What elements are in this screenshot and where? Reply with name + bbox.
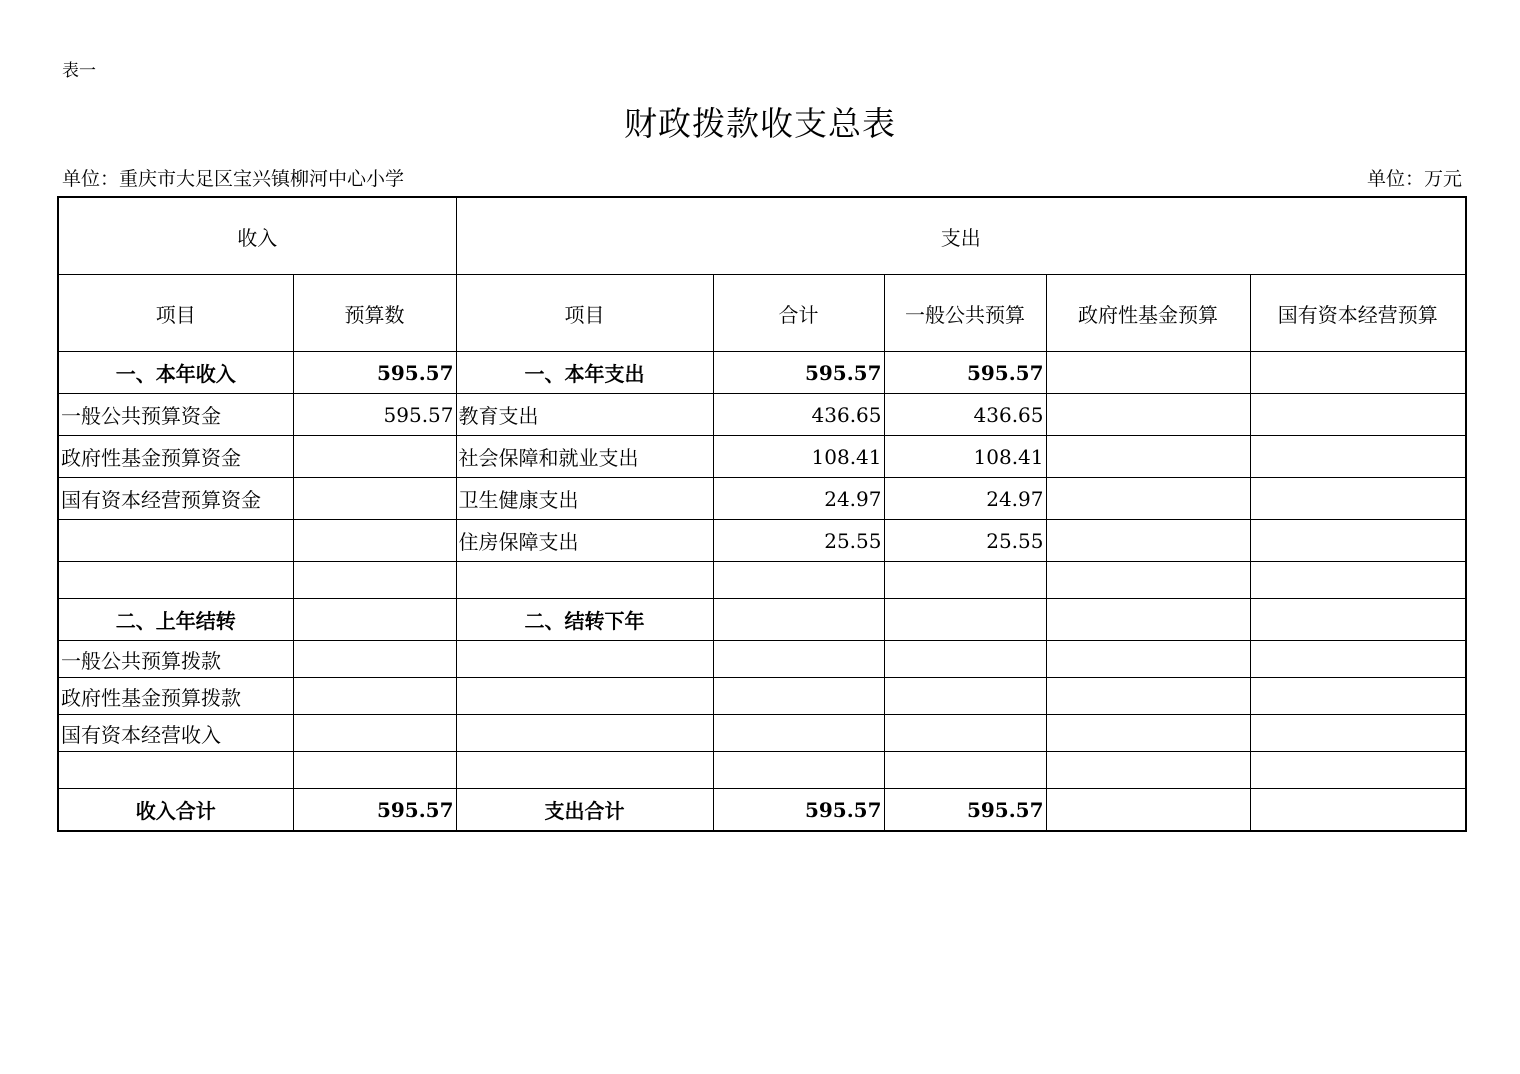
table-cell: 108.41 xyxy=(884,436,1046,478)
table-cell xyxy=(1250,678,1466,715)
table-row xyxy=(58,436,1466,478)
table-cell: 108.41 xyxy=(713,436,884,478)
table-cell: 卫生健康支出 xyxy=(456,478,713,520)
table-row xyxy=(58,678,1466,715)
expense-group-header: 支出 xyxy=(456,197,1466,275)
table-cell xyxy=(713,599,884,641)
table-cell xyxy=(1046,715,1250,752)
col-general-public: 一般公共预算 xyxy=(884,275,1046,352)
table-cell xyxy=(1250,394,1466,436)
table-cell xyxy=(713,641,884,678)
table-cell xyxy=(713,562,884,599)
table-cell xyxy=(456,715,713,752)
table-cell: 二、上年结转 xyxy=(58,599,293,641)
fiscal-summary-table xyxy=(57,196,1467,832)
table-cell xyxy=(1250,562,1466,599)
table-cell xyxy=(1250,520,1466,562)
table-cell xyxy=(293,562,456,599)
table-cell xyxy=(1250,641,1466,678)
table-cell: 国有资本经营收入 xyxy=(58,715,293,752)
table-cell xyxy=(1250,478,1466,520)
table-cell: 595.57 xyxy=(293,352,456,394)
table-cell xyxy=(1046,678,1250,715)
table-cell xyxy=(884,678,1046,715)
table-cell xyxy=(293,520,456,562)
table-cell: 436.65 xyxy=(713,394,884,436)
table-cell xyxy=(884,599,1046,641)
table-cell xyxy=(1046,478,1250,520)
table-row xyxy=(58,352,1466,394)
table-cell: 595.57 xyxy=(293,789,456,832)
table-cell xyxy=(1250,436,1466,478)
table-cell xyxy=(1046,352,1250,394)
column-header-row xyxy=(58,275,1466,352)
table-cell xyxy=(884,715,1046,752)
table-row xyxy=(58,478,1466,520)
table-row xyxy=(58,394,1466,436)
table-cell: 支出合计 xyxy=(456,789,713,832)
table-body xyxy=(58,352,1466,832)
table-cell: 24.97 xyxy=(884,478,1046,520)
table-row xyxy=(58,715,1466,752)
table-cell: 政府性基金预算资金 xyxy=(58,436,293,478)
organization-unit: 单位：重庆市大足区宝兴镇柳河中心小学 xyxy=(62,168,405,190)
table-label: 表一 xyxy=(62,61,96,81)
table-cell: 一、本年支出 xyxy=(456,352,713,394)
table-cell xyxy=(1250,715,1466,752)
table-cell xyxy=(456,678,713,715)
table-cell xyxy=(1250,789,1466,832)
table-cell: 住房保障支出 xyxy=(456,520,713,562)
table-cell xyxy=(713,715,884,752)
table-cell: 二、结转下年 xyxy=(456,599,713,641)
table-cell: 25.55 xyxy=(713,520,884,562)
table-cell xyxy=(1046,599,1250,641)
table-cell xyxy=(884,752,1046,789)
col-total: 合计 xyxy=(713,275,884,352)
table-cell: 595.57 xyxy=(884,789,1046,832)
table-cell xyxy=(58,562,293,599)
table-cell xyxy=(293,752,456,789)
col-income-budget: 预算数 xyxy=(293,275,456,352)
table-cell xyxy=(456,641,713,678)
table-cell xyxy=(1046,394,1250,436)
table-row xyxy=(58,789,1466,832)
table-cell: 595.57 xyxy=(713,352,884,394)
table-cell: 595.57 xyxy=(713,789,884,832)
table-cell xyxy=(293,599,456,641)
table-cell: 国有资本经营预算资金 xyxy=(58,478,293,520)
table-cell xyxy=(1250,599,1466,641)
table-cell xyxy=(293,641,456,678)
table-cell xyxy=(1046,752,1250,789)
currency-unit: 单位：万元 xyxy=(1366,168,1462,190)
table-cell xyxy=(1046,789,1250,832)
col-income-item: 项目 xyxy=(58,275,293,352)
table-cell xyxy=(1046,520,1250,562)
group-header-row xyxy=(58,197,1466,275)
table-cell: 政府性基金预算拨款 xyxy=(58,678,293,715)
table-cell xyxy=(713,678,884,715)
table-cell xyxy=(1046,562,1250,599)
table-row xyxy=(58,562,1466,599)
table-cell xyxy=(293,436,456,478)
table-cell xyxy=(58,520,293,562)
table-cell: 25.55 xyxy=(884,520,1046,562)
table-row xyxy=(58,752,1466,789)
table-cell xyxy=(293,715,456,752)
table-cell xyxy=(293,478,456,520)
table-cell xyxy=(1250,752,1466,789)
table-cell: 收入合计 xyxy=(58,789,293,832)
table-cell: 教育支出 xyxy=(456,394,713,436)
income-group-header: 收入 xyxy=(58,197,456,275)
table-cell: 一、本年收入 xyxy=(58,352,293,394)
table-cell xyxy=(456,752,713,789)
table-cell: 一般公共预算拨款 xyxy=(58,641,293,678)
table-cell: 595.57 xyxy=(293,394,456,436)
table-cell xyxy=(1046,436,1250,478)
table-cell xyxy=(1046,641,1250,678)
table-cell xyxy=(713,752,884,789)
table-cell xyxy=(58,752,293,789)
table-row xyxy=(58,520,1466,562)
table-row xyxy=(58,641,1466,678)
table-cell: 24.97 xyxy=(713,478,884,520)
col-gov-fund: 政府性基金预算 xyxy=(1046,275,1250,352)
col-expense-item: 项目 xyxy=(456,275,713,352)
table-row xyxy=(58,599,1466,641)
table-cell xyxy=(884,641,1046,678)
table-cell: 436.65 xyxy=(884,394,1046,436)
table-cell: 一般公共预算资金 xyxy=(58,394,293,436)
table-cell: 595.57 xyxy=(884,352,1046,394)
table-cell xyxy=(456,562,713,599)
table-cell: 社会保障和就业支出 xyxy=(456,436,713,478)
col-state-capital: 国有资本经营预算 xyxy=(1250,275,1466,352)
page-title: 财政拨款收支总表 xyxy=(624,104,896,143)
table-cell xyxy=(884,562,1046,599)
table-cell xyxy=(293,678,456,715)
table-cell xyxy=(1250,352,1466,394)
